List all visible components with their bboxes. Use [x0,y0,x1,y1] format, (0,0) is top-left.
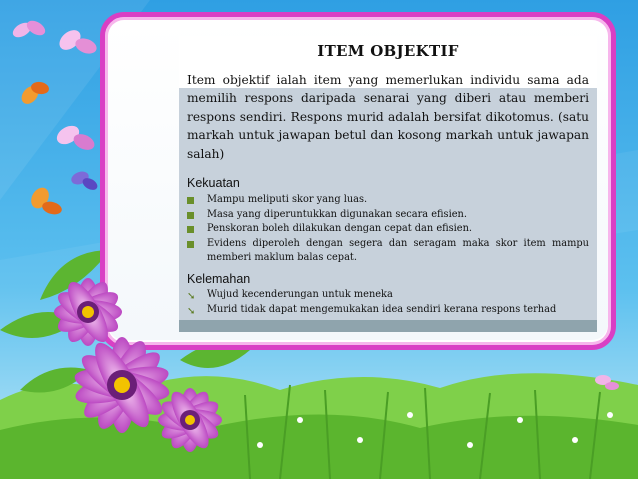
kelemahan-heading: Kelemahan [187,272,251,286]
bullet-arrow-icon: ➘ [187,291,196,302]
list-item: Penskoran boleh dilakukan dengan cepat dan efisien. [187,222,589,237]
slide-title: ITEM OBJEKTIF [317,42,459,60]
kekuatan-heading: Kekuatan [187,176,240,190]
list-item: Masa yang diperuntukkan digunakan secara efisien. [187,208,589,223]
list-item: ➘ Murid tidak dapat mengemukakan idea sendiri kerana respons terhad [187,303,589,318]
definition-paragraph: Item objektif ialah item yang memerlukan individu sama ada memilih respons daripada senarai yang diberi atau memberi respons sendiri. Respons murid adalah bersifat dikotomus. (satu markah untuk jawapan betul dan kosong markah untuk jawapan salah) [187,73,589,161]
list-item: ➘ Wujud kecenderungan untuk meneka [187,288,589,303]
bullet-arrow-icon: ➘ [187,305,196,317]
flower-icon [72,336,172,435]
flower-icon [53,277,124,348]
list-item: Mampu meliputi skor yang luas. [187,193,589,208]
list-item: Evidens diperoleh dengan segera dan seragam maka skor item mampu memberi maklum balas cepat. [187,237,589,266]
